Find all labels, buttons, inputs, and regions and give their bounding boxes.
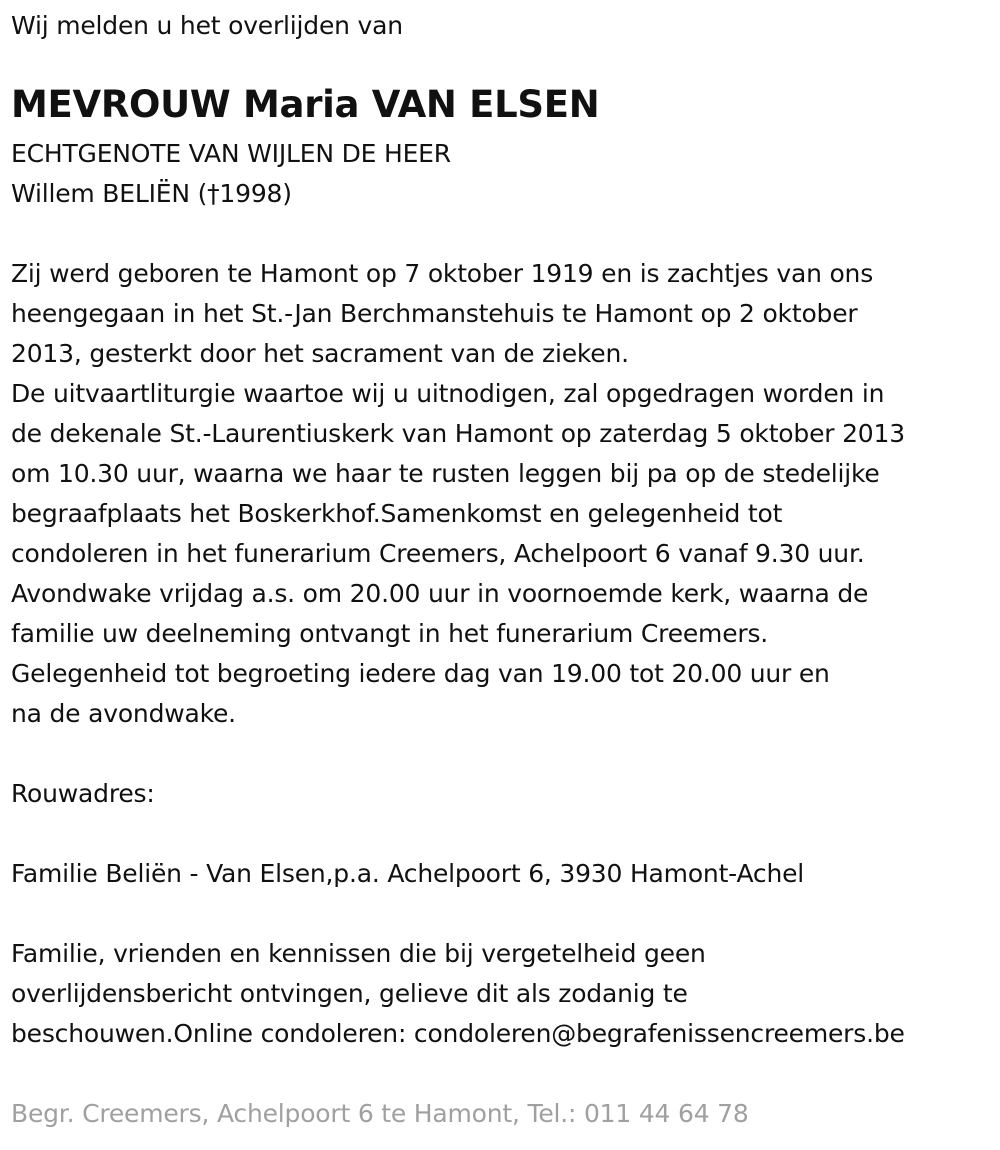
spacer: [11, 814, 804, 854]
body-line: condoleren in het funerarium Creemers, Achelpoort 6 vanaf 9.30 uur.: [11, 539, 865, 568]
body-line: heengegaan in het St.-Jan Berchmanstehuis te Hamont op 2 oktober: [11, 299, 858, 328]
notice-block: [11, 934, 905, 1054]
funeral-home-footer: Begr. Creemers, Achelpoort 6 te Hamont, Tel.: 011 44 64 78: [11, 1099, 749, 1128]
address-label: Rouwadres:: [11, 779, 155, 808]
spouse-block: [11, 134, 451, 214]
body-line: De uitvaartliturgie waartoe wij u uitnodigen, zal opgedragen worden in: [11, 379, 885, 408]
spouse-line: ECHTGENOTE VAN WIJLEN DE HEER: [11, 139, 451, 168]
mourning-address: [11, 774, 804, 894]
address-text: Familie Beliën - Van Elsen,p.a. Achelpoort 6, 3930 Hamont-Achel: [11, 859, 805, 888]
deceased-name: MEVROUW Maria VAN ELSEN: [11, 83, 600, 126]
body-line: 2013, gesterkt door het sacrament van de zieken.: [11, 339, 629, 368]
notice-line: Familie, vrienden en kennissen die bij vergetelheid geen: [11, 939, 706, 968]
body-line: om 10.30 uur, waarna we haar te rusten leggen bij pa op de stedelijke: [11, 459, 880, 488]
body-line: de dekenale St.-Laurentiuskerk van Hamont op zaterdag 5 oktober 2013: [11, 419, 905, 448]
body-line: na de avondwake.: [11, 699, 236, 728]
spouse-line: Willem BELIËN (†1998): [11, 179, 292, 208]
notice-line: overlijdensbericht ontvingen, gelieve dit als zodanig te: [11, 979, 688, 1008]
intro-text: Wij melden u het overlijden van: [11, 11, 403, 40]
body-line: Avondwake vrijdag a.s. om 20.00 uur in voornoemde kerk, waarna de: [11, 579, 869, 608]
body-line: Zij werd geboren te Hamont op 7 oktober 1919 en is zachtjes van ons: [11, 259, 874, 288]
body-line: Gelegenheid tot begroeting iedere dag van 19.00 tot 20.00 uur en: [11, 659, 830, 688]
body-line: familie uw deelneming ontvangt in het funerarium Creemers.: [11, 619, 769, 648]
announcement-body: [11, 254, 905, 734]
notice-line: beschouwen.Online condoleren: condoleren@begrafenissencreemers.be: [11, 1019, 905, 1048]
body-line: begraafplaats het Boskerkhof.Samenkomst en gelegenheid tot: [11, 499, 783, 528]
